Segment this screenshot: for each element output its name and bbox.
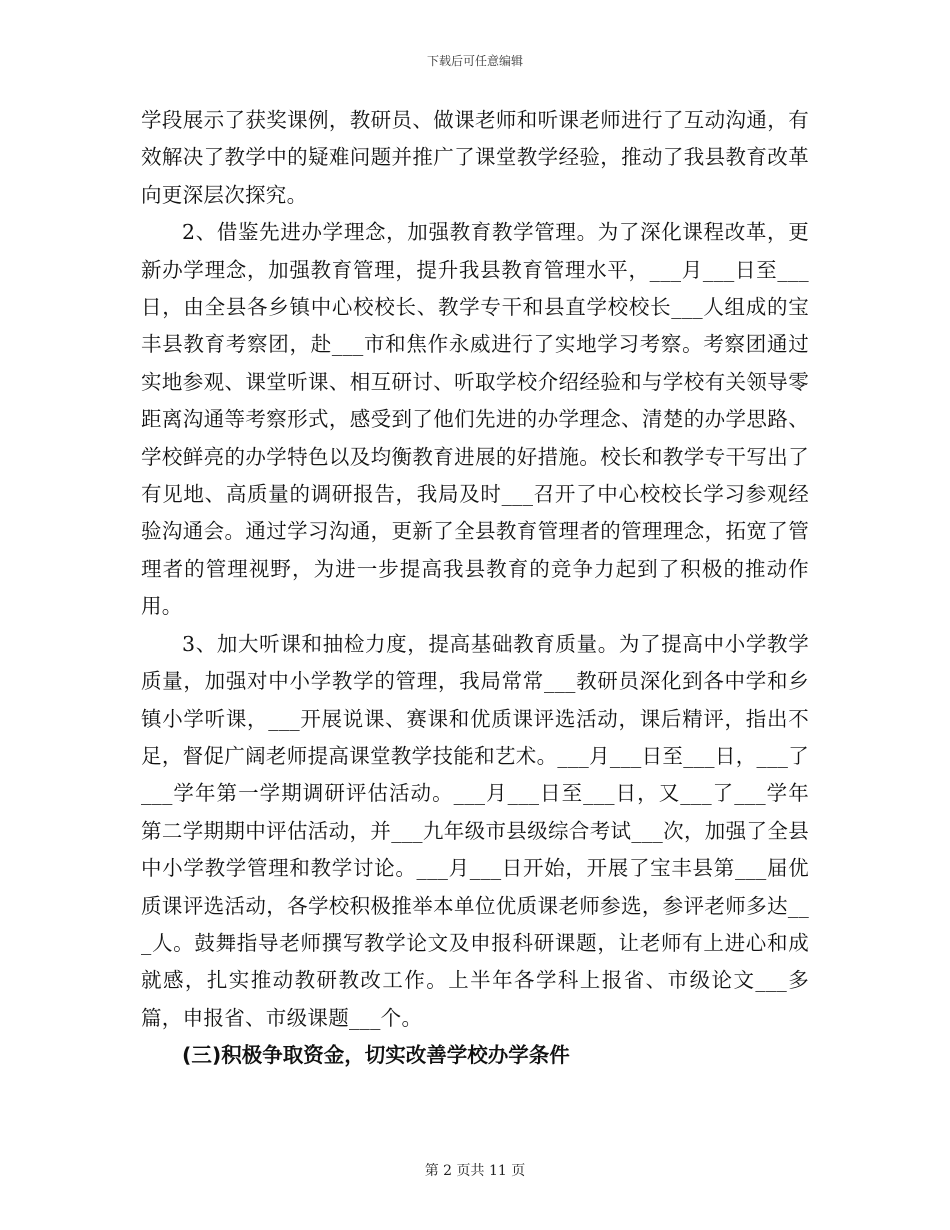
section-heading: (三)积极争取资金，切实改善学校办学条件 [182,1043,570,1068]
page-number-footer: 第 2 页共 11 页 [424,1163,526,1179]
page-header: 下载后可任意编辑 [426,54,523,68]
document-body [141,102,809,1075]
paragraph-item-2: 2、借鉴先进办学理念，加强教育教学管理。为了深化课程改革，更新办学理念，加强教育管理，提升我县教育管理水平，___月___日至___日，由全县各乡镇中心校校长、教学专干和县直学校校长___人组成的宝丰县教育考察团，赴___市和焦作永威进行了实地学习考察。考察团通过实地参观、课堂听课、相互研讨、听取学校介绍经验和与学校有关领导零距离沟通等考察形式，感受到了他们先进的办学理念、清楚的办学思路、学校鲜亮的办学特色以及均衡教育进展的好措施。校长和教学专干写出了有见地、高质量的调研报告，我局及时___召开了中心校校长学习参观经验沟通会。通过学习沟通，更新了全县教育管理者的管理理念，拓宽了管理者的管理视野，为进一步提高我县教育的竞争力起到了积极的推动作用。 [141,220,809,619]
paragraph-item-3: 3、加大听课和抽检力度，提高基础教育质量。为了提高中小学教学质量，加强对中小学教学的管理，我局常常___教研员深化到各中学和乡镇小学听课，___开展说课、赛课和优质课评选活动，课后精评，指出不足，督促广阔老师提高课堂教学技能和艺术。___月___日至___日，___了___学年第一学期调研评估活动。___月___日至___日，又___了___学年第二学期期中评估活动，并___九年级市县级综合考试___次，加强了全县中小学教学管理和教学讨论。___月___日开始，开展了宝丰县第___届优质课评选活动，各学校积极推举本单位优质课老师参选，参评老师多达___人。鼓舞指导老师撰写教学论文及申报科研课题，让老师有上进心和成就感，扎实推动教研教改工作。上半年各学科上报省、市级论文___多篇，申报省、市级课题___个。 [141,631,809,1030]
paragraph-continued: 学段展示了获奖课例，教研员、做课老师和听课老师进行了互动沟通，有效解决了教学中的疑难问题并推广了课堂教学经验，推动了我县教育改革向更深层次探究。 [141,108,809,207]
